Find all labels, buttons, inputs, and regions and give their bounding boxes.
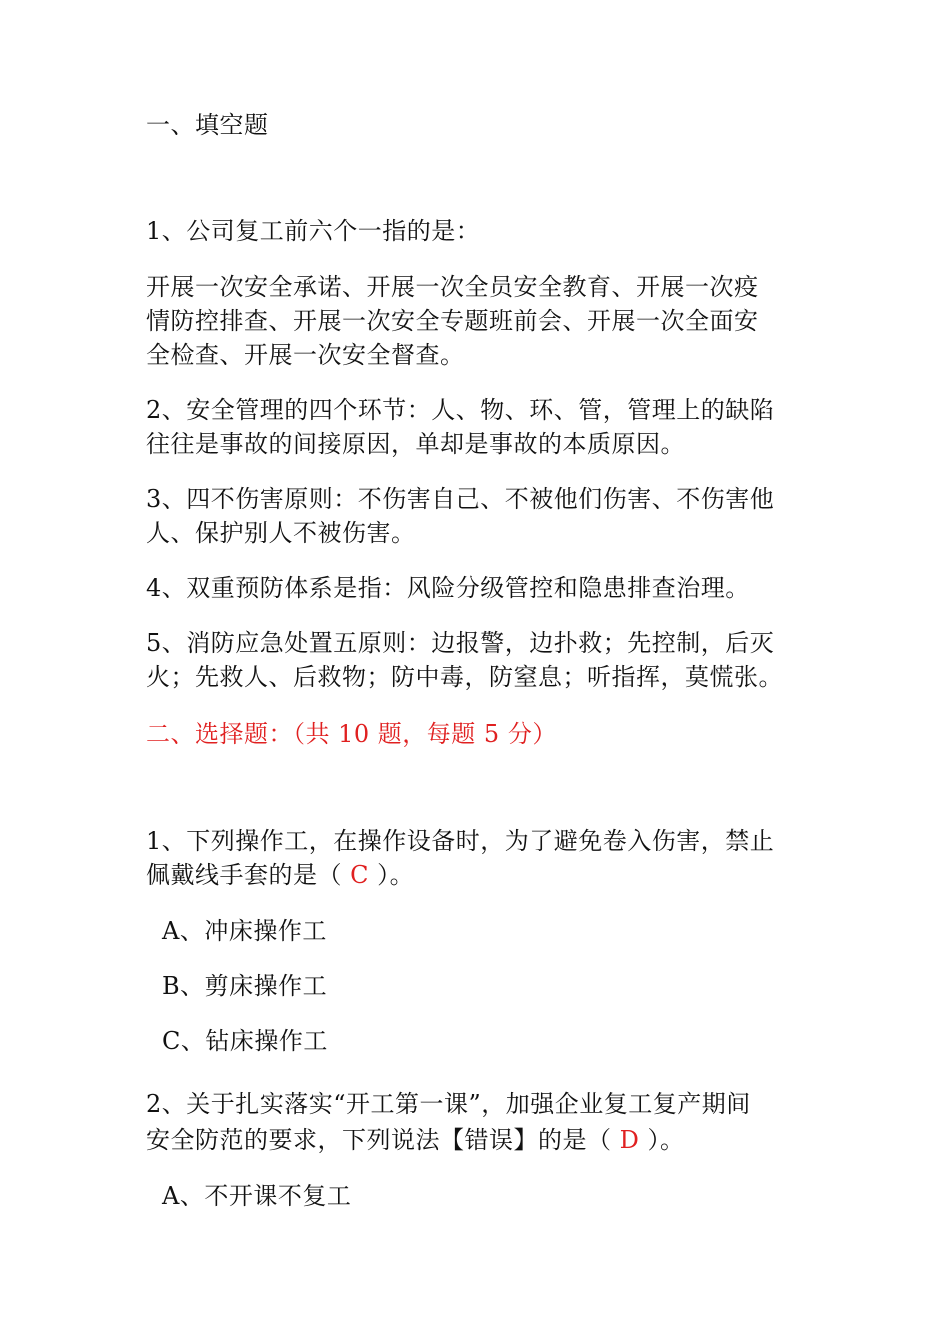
fill-q1-answer-line: 开展一次安全承诺、开展一次全员安全教育、开展一次疫 (146, 273, 759, 301)
choice-q2-suffix: ）。 (647, 1126, 685, 1154)
fill-q5-line: 火；先救人、后救物；防中毒，防窒息；听指挥，莫慌张。 (146, 663, 783, 691)
choice-q1-line: 1、下列操作工，在操作设备时，为了避免卷入伤害，禁止 (146, 827, 775, 855)
fill-q2-line: 往往是事故的间接原因，单却是事故的本质原因。 (146, 430, 685, 458)
choice-q2-answer: D (611, 1126, 648, 1154)
fill-q1-answer-line: 全检查、开展一次安全督查。 (146, 341, 465, 369)
choice-q2-line: 2、关于扎实落实“开工第一课”，加强企业复工复产期间 (146, 1090, 751, 1118)
section-title-multiple-choice: 二、选择题：（共 10 题，每题 5 分） (146, 720, 557, 748)
fill-q2-line: 2、安全管理的四个环节：人、物、环、管，管理上的缺陷 (146, 396, 775, 424)
fill-q3-line: 3、四不伤害原则：不伤害自己、不被他们伤害、不伤害他 (146, 485, 775, 513)
choice-q1-answer: C (342, 861, 378, 889)
fill-q3-line: 人、保护别人不被伤害。 (146, 519, 416, 547)
choice-q1-option-c: C、钻床操作工 (162, 1027, 328, 1055)
choice-q2-prefix: 安全防范的要求，下列说法【错误】的是（ (146, 1126, 612, 1154)
fill-q5-line: 5、消防应急处置五原则：边报警，边扑救；先控制，后灭 (146, 629, 775, 657)
fill-q1-answer-line: 情防控排查、开展一次安全专题班前会、开展一次全面安 (146, 307, 759, 335)
section-title-fill-blank: 一、填空题 (146, 111, 269, 139)
fill-q4-line: 4、双重预防体系是指：风险分级管控和隐患排查治理。 (146, 574, 750, 602)
choice-q1-suffix: ）。 (377, 861, 415, 889)
choice-q1-prefix: 佩戴线手套的是（ (146, 861, 342, 889)
fill-q1-question: 1、公司复工前六个一指的是： (146, 217, 481, 245)
choice-q2-option-a: A、不开课不复工 (162, 1182, 352, 1210)
choice-q1-line2 (146, 858, 414, 892)
choice-q1-option-a: A、冲床操作工 (162, 917, 327, 945)
choice-q2-line2 (146, 1123, 685, 1157)
choice-q1-option-b: B、剪床操作工 (162, 972, 328, 1000)
